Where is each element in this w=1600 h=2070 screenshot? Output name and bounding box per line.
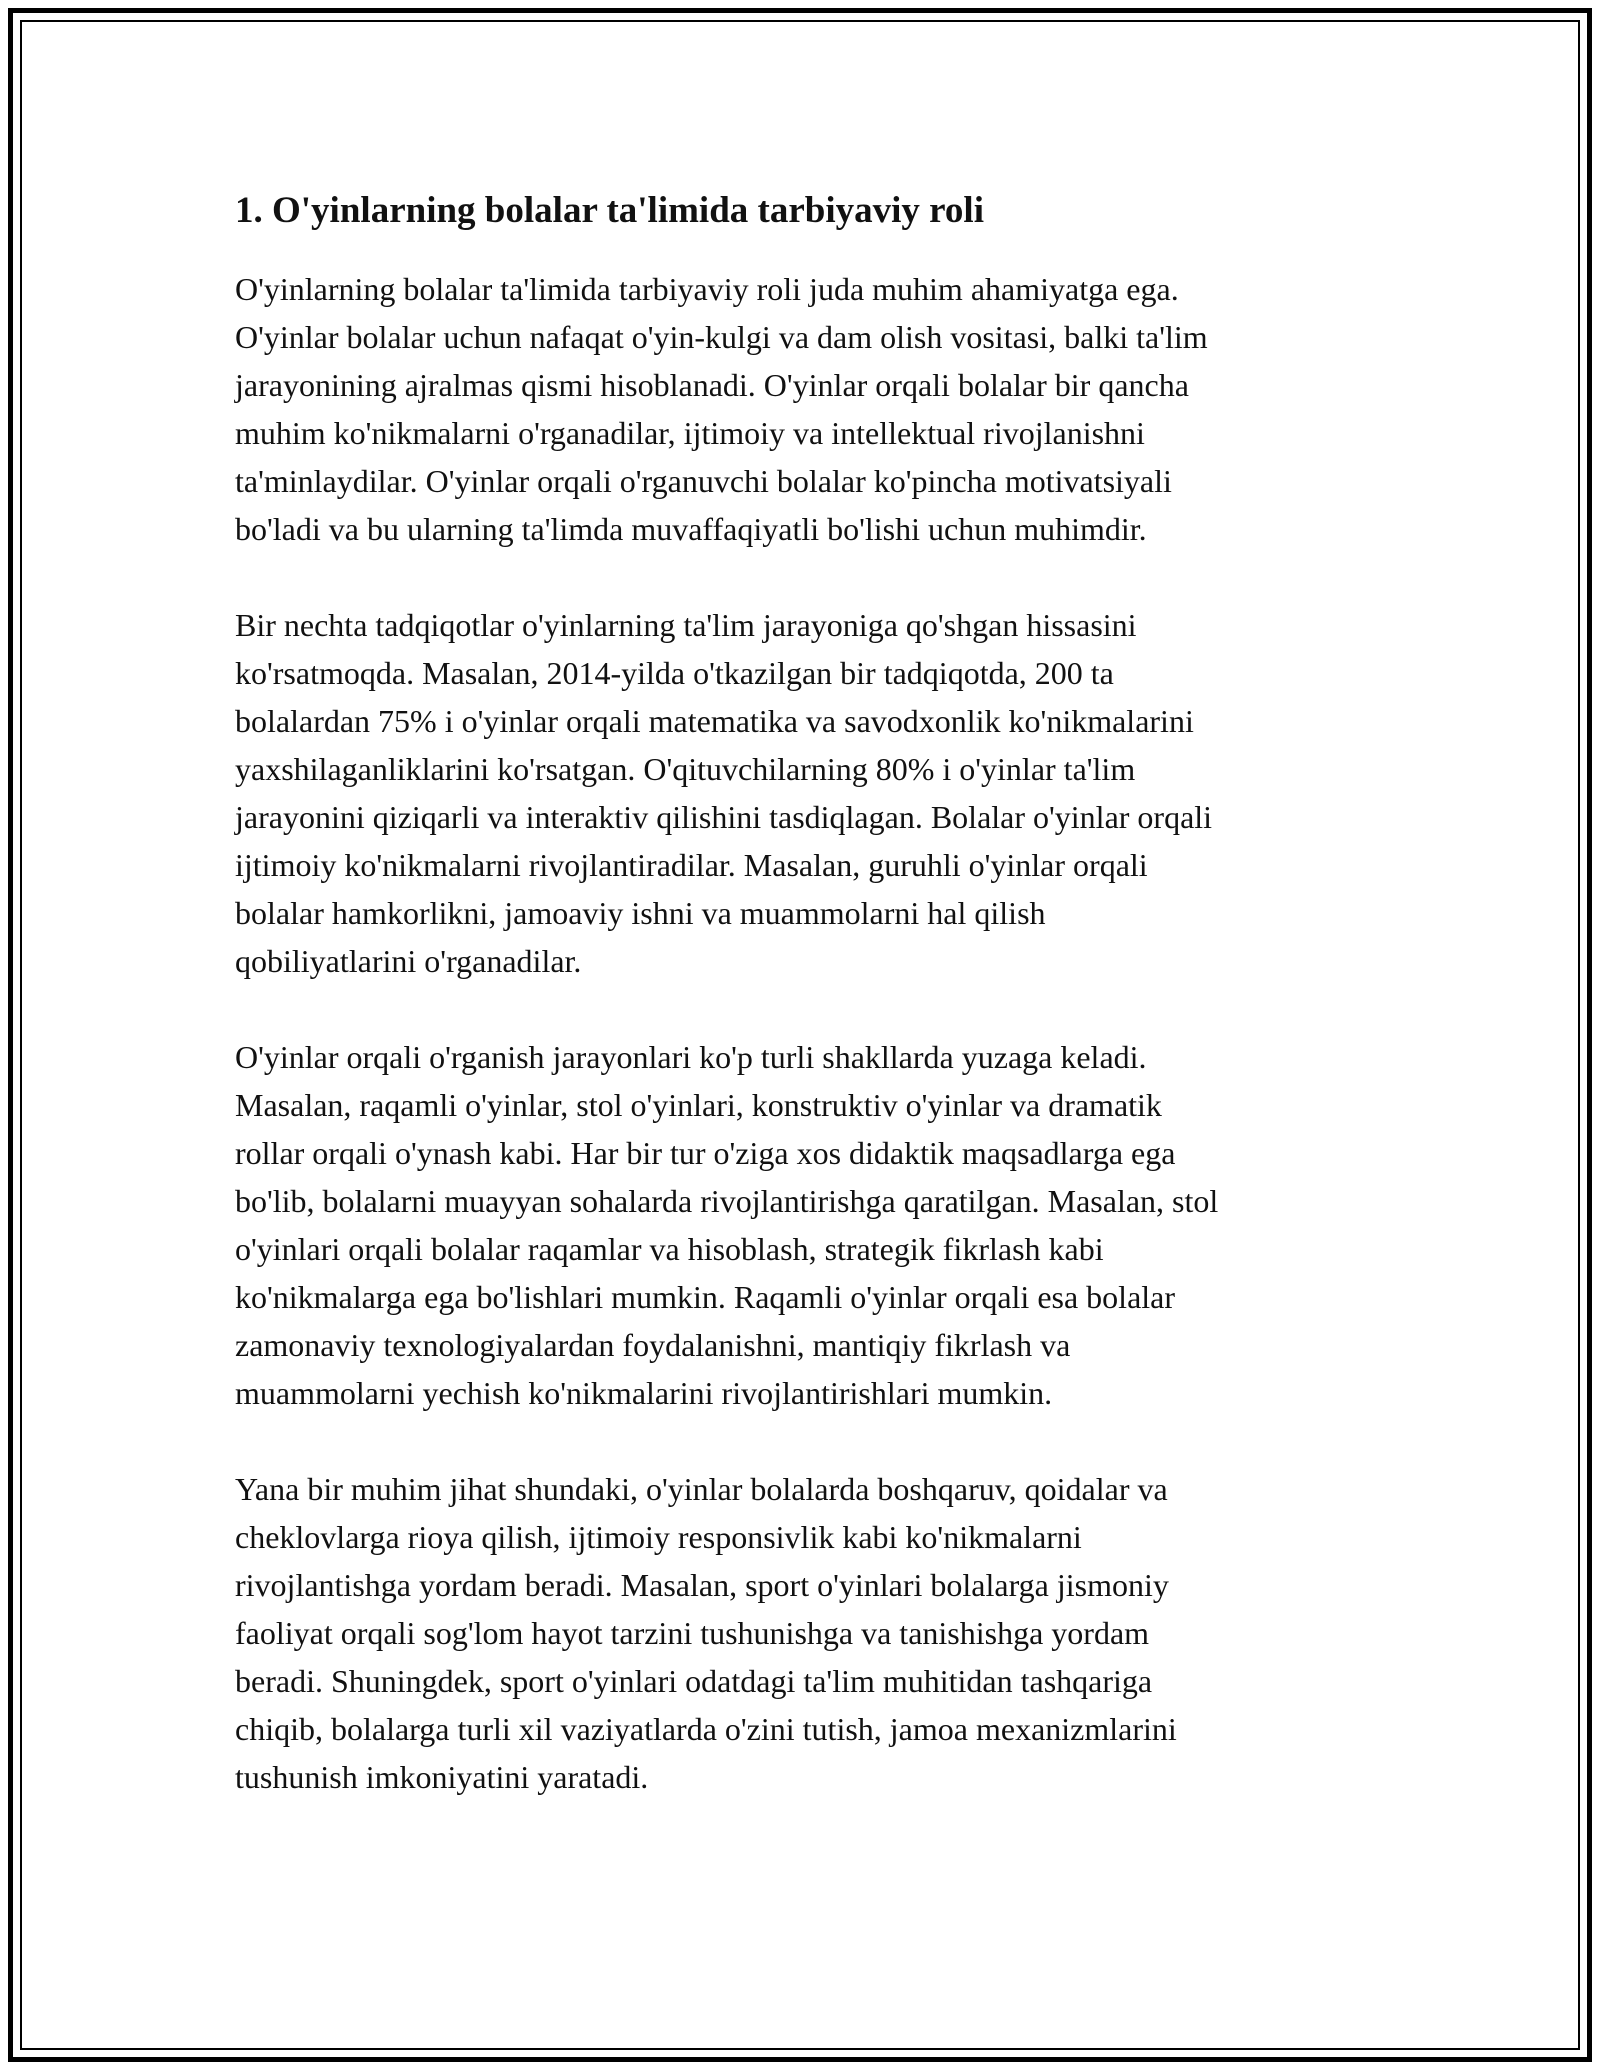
text-line: tushunish imkoniyatini yaratadi. [235, 1759, 649, 1795]
text-line: faoliyat orqali sog'lom hayot tarzini tushunishga va tanishishga yordam [235, 1615, 1150, 1651]
text-line: Bir nechta tadqiqotlar o'yinlarning ta'lim jarayoniga qo'shgan hissasini [235, 607, 1137, 643]
text-line: ko'rsatmoqda. Masalan, 2014-yilda o'tkazilgan bir tadqiqotda, 200 ta [235, 655, 1114, 691]
text-line: bolalardan 75% i o'yinlar orqali matematika va savodxonlik ko'nikmalarini [235, 703, 1194, 739]
text-line: rivojlantishga yordam beradi. Masalan, sport o'yinlari bolalarga jismoniy [235, 1567, 1169, 1603]
text-line: yaxshilaganliklarini ko'rsatgan. O'qituvchilarning 80% i o'yinlar ta'lim [235, 751, 1136, 787]
text-line: muhim ko'nikmalarni o'rganadilar, ijtimoiy va intellektual rivojlanishni [235, 415, 1145, 451]
document-body [235, 185, 1375, 1801]
text-line: zamonaviy texnologiyalardan foydalanishni, mantiqiy fikrlash va [235, 1327, 1071, 1363]
paragraph-3 [235, 1033, 1375, 1417]
text-line: Masalan, raqamli o'yinlar, stol o'yinlari, konstruktiv o'yinlar va dramatik [235, 1087, 1162, 1123]
text-line: jarayonining ajralmas qismi hisoblanadi. O'yinlar orqali bolalar bir qancha [235, 367, 1189, 403]
text-line: qobiliyatlarini o'rganadilar. [235, 943, 582, 979]
text-line: bo'lib, bolalarni muayyan sohalarda rivojlantirishga qaratilgan. Masalan, stol [235, 1183, 1219, 1219]
text-line: O'yinlar orqali o'rganish jarayonlari ko'p turli shakllarda yuzaga keladi. [235, 1039, 1147, 1075]
text-line: bo'ladi va bu ularning ta'limda muvaffaqiyatli bo'lishi uchun muhimdir. [235, 511, 1147, 547]
section-heading: 1. O'yinlarning bolalar ta'limida tarbiyaviy roli [235, 190, 984, 231]
paragraph-1 [235, 265, 1375, 553]
text-line: chiqib, bolalarga turli xil vaziyatlarda o'zini tutish, jamoa mexanizmlarini [235, 1711, 1177, 1747]
text-line: jarayonini qiziqarli va interaktiv qilishini tasdiqlagan. Bolalar o'yinlar orqali [235, 799, 1213, 835]
text-line: beradi. Shuningdek, sport o'yinlari odatdagi ta'lim muhitidan tashqariga [235, 1663, 1153, 1699]
text-line: ijtimoiy ko'nikmalarni rivojlantiradilar. Masalan, guruhli o'yinlar orqali [235, 847, 1148, 883]
text-line: cheklovlarga rioya qilish, ijtimoiy responsivlik kabi ko'nikmalarni [235, 1519, 1082, 1555]
text-line: Yana bir muhim jihat shundaki, o'yinlar bolalarda boshqaruv, qoidalar va [235, 1471, 1168, 1507]
text-line: bolalar hamkorlikni, jamoaviy ishni va muammolarni hal qilish [235, 895, 1046, 931]
text-line: ta'minlaydilar. O'yinlar orqali o'rganuvchi bolalar ko'pincha motivatsiyali [235, 463, 1172, 499]
text-line: O'yinlar bolalar uchun nafaqat o'yin-kulgi va dam olish vositasi, balki ta'lim [235, 319, 1208, 355]
text-line: ko'nikmalarga ega bo'lishlari mumkin. Raqamli o'yinlar orqali esa bolalar [235, 1279, 1176, 1315]
text-line: muammolarni yechish ko'nikmalarini rivojlantirishlari mumkin. [235, 1375, 1053, 1411]
paragraph-2 [235, 601, 1375, 985]
text-line: rollar orqali o'ynash kabi. Har bir tur o'ziga xos didaktik maqsadlarga ega [235, 1135, 1176, 1171]
paragraph-4 [235, 1465, 1375, 1801]
text-line: O'yinlarning bolalar ta'limida tarbiyaviy roli juda muhim ahamiyatga ega. [235, 271, 1179, 307]
text-line: o'yinlari orqali bolalar raqamlar va hisoblash, strategik fikrlash kabi [235, 1231, 1104, 1267]
